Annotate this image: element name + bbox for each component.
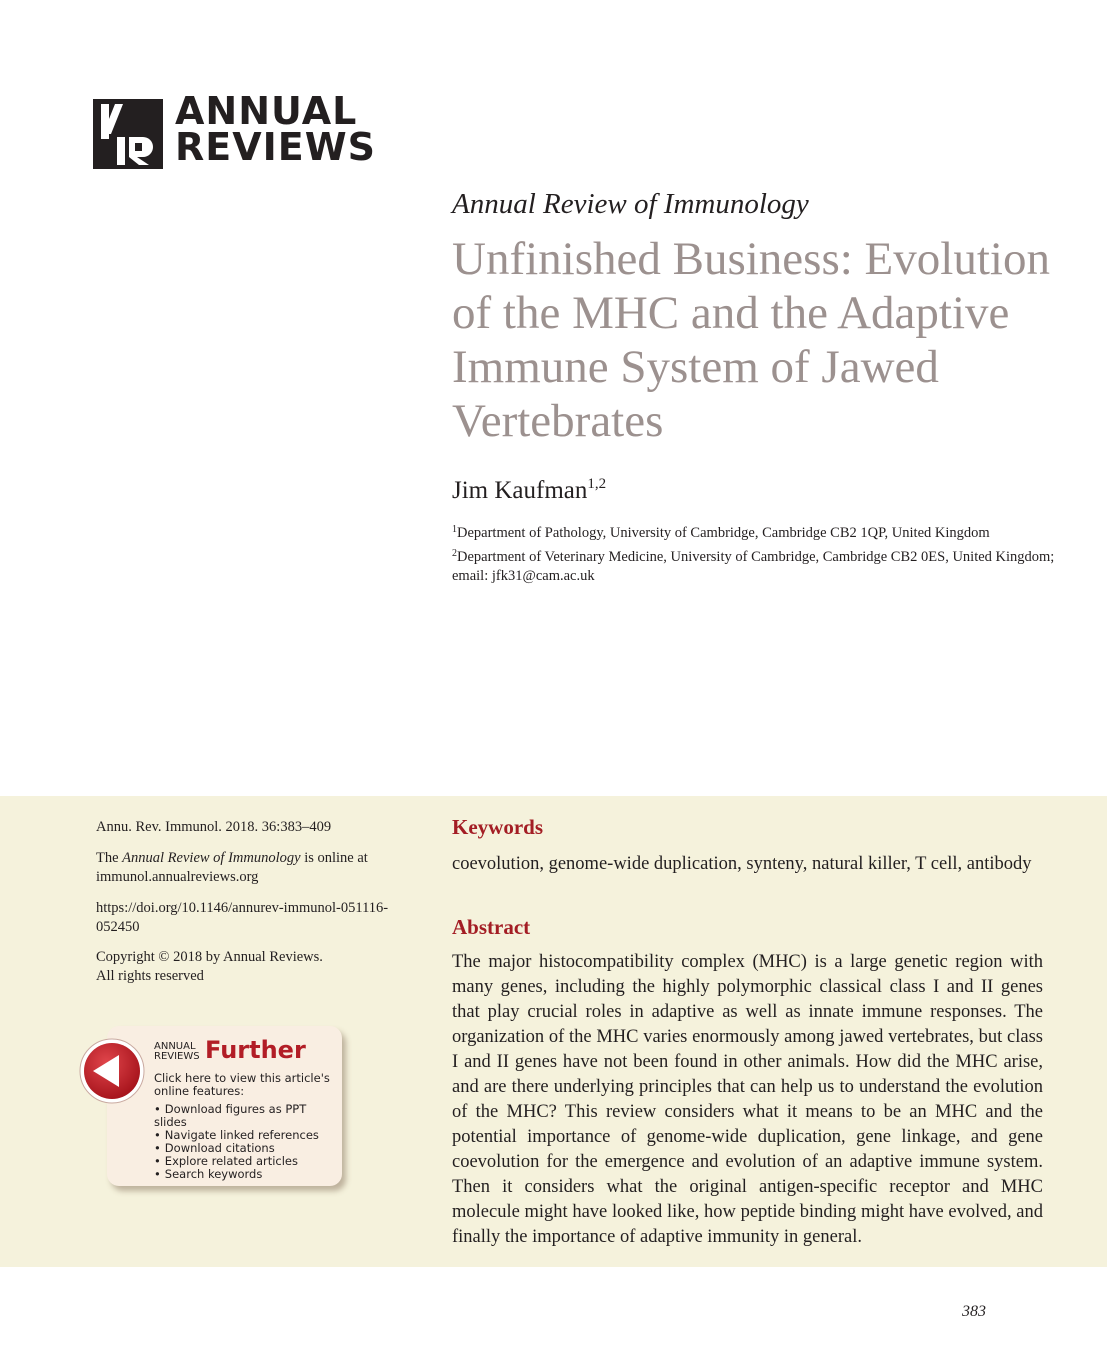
copyright-line: Copyright © 2018 by Annual Reviews. (96, 949, 323, 965)
further-big-label: Further (205, 1036, 306, 1064)
further-item-5: • Search keywords (154, 1168, 334, 1181)
affiliation-2-sup: 2 (452, 548, 457, 559)
logo-wordmark (175, 89, 377, 169)
logo-line-1: ANNUAL (175, 89, 358, 133)
further-features-list (154, 1103, 334, 1181)
online-journal: Annual Review of Immunology (122, 850, 301, 866)
author-name: Jim Kaufman (452, 477, 588, 504)
abstract-text: The major histocompatibility complex (MHC) is a large genetic region with many genes, including the highly polymorphic classical class I and II genes that play crucial roles in adaptive as well as innate immune responses. The organization of the MHC varies enormously among jawed vertebrates, but class I and II genes have not been found in other animals. How did the MHC arise, and are there underlying principles that can help us to understand the evolution of the MHC? This review considers what it means to be an MHC and the potential importance of genome-wide duplication, gene linkage, and gene coevolution for the emergence and evolution of an adaptive immune system. Then it considers what the original antigen-specific receptor and MHC molecule might have looked like, how peptide binding might have evolved, and finally the importance of adaptive immunity in general. (452, 952, 1043, 1247)
rights-line: All rights reserved (96, 968, 204, 984)
affiliation-1 (452, 520, 1072, 543)
affiliation-1-text: Department of Pathology, University of Cambridge, Cambridge CB2 1QP, United Kingdom (457, 525, 990, 541)
abstract-heading: Abstract (452, 915, 531, 939)
further-item-1: • Download figures as PPT slides (154, 1103, 334, 1129)
further-item-2: • Navigate linked references (154, 1129, 334, 1142)
title-line-1: Unfinished Business: Evolution (452, 233, 1050, 285)
keywords-heading: Keywords (452, 815, 543, 839)
affiliation-2-text[interactable]: Department of Veterinary Medicine, University of Cambridge, Cambridge CB2 0ES, United Kingdom; email: jfk31@cam.ac.uk (452, 549, 1055, 584)
online-notice (96, 849, 396, 887)
title-line-2: of the MHC and the Adaptive (452, 287, 1010, 339)
annual-reviews-logo (93, 89, 377, 172)
copyright (96, 948, 396, 986)
online-pre: The (96, 850, 123, 866)
further-click-rest: to view this article's online features: (154, 1071, 330, 1098)
doi-link[interactable]: https://doi.org/10.1146/annurev-immunol-051116-052450 (96, 900, 389, 935)
page-number: 383 (962, 1303, 986, 1320)
ar-logo-mark-icon (93, 99, 163, 169)
further-description (154, 1072, 334, 1181)
logo-line-2: REVIEWS (175, 125, 377, 169)
affiliation-1-sup: 1 (452, 524, 457, 535)
further-item-3: • Download citations (154, 1142, 334, 1155)
journal-name: Annual Review of Immunology (452, 188, 809, 220)
further-click-here[interactable]: Click here (154, 1071, 211, 1085)
author (452, 476, 606, 505)
author-affil-sup: 1,2 (587, 476, 607, 492)
title-line-4: Vertebrates (452, 395, 664, 447)
further-arrow-icon[interactable] (79, 1038, 145, 1104)
article-title (452, 232, 1072, 448)
citation: Annu. Rev. Immunol. 2018. 36:383–409 (96, 819, 332, 835)
title-line-3: Immune System of Jawed (452, 341, 939, 393)
further-item-4: • Explore related articles (154, 1155, 334, 1168)
keywords-text: coevolution, genome-wide duplication, synteny, natural killer, T cell, antibody (452, 854, 1032, 874)
affiliation-2 (452, 544, 1072, 586)
online-post[interactable]: is online at immunol.annualreviews.org (96, 850, 368, 885)
further-small-label: ANNUAL REVIEWS (154, 1041, 200, 1062)
